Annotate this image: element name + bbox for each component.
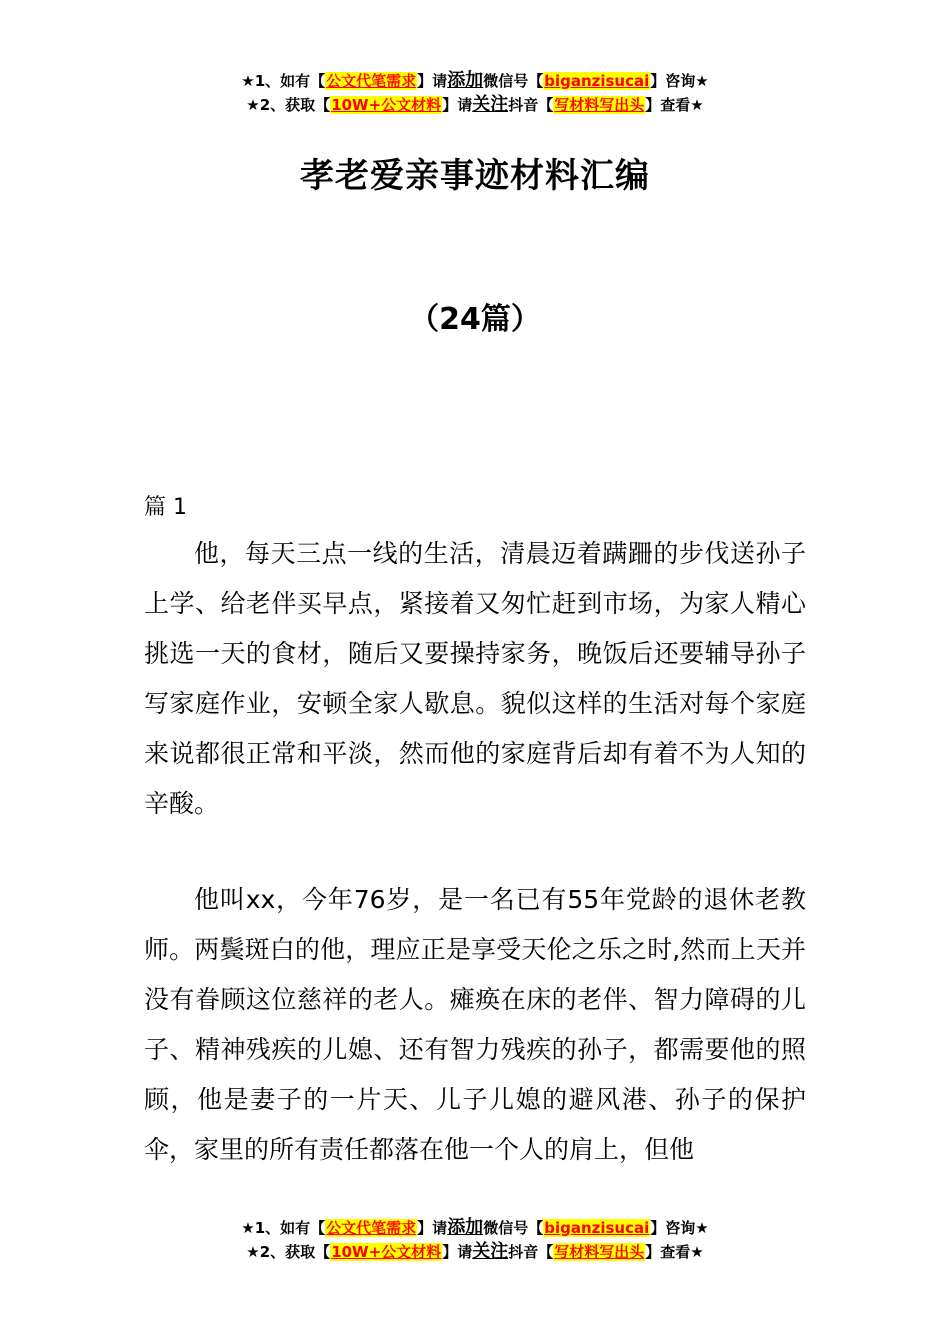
footer-emphasis-add: 添加 — [447, 1217, 484, 1238]
footer-banner-line-1 — [0, 1216, 950, 1240]
banner-line-2 — [0, 93, 950, 117]
banner-emphasis-add: 添加 — [447, 70, 484, 91]
footer-line-2-suffix: 】查看★ — [645, 1243, 704, 1261]
banner-line-2-mid: 】请 — [442, 96, 473, 114]
footer-highlight-wechat-id: biganzisucai — [544, 1219, 650, 1237]
banner-highlight-ghostwriting: 公文代笔需求 — [326, 72, 417, 90]
header-banner — [0, 69, 950, 117]
footer-line-2-mid2: 抖音【 — [508, 1243, 554, 1261]
banner-line-2-mid2: 抖音【 — [508, 96, 554, 114]
footer-banner-line-2 — [0, 1240, 950, 1264]
footer-line-2-mid: 】请 — [442, 1243, 473, 1261]
banner-line-1-mid2: 微信号【 — [483, 72, 544, 90]
banner-highlight-materials: 10W+公文材料 — [331, 96, 442, 114]
document-title: 孝老爱亲事迹材料汇编 — [300, 156, 650, 196]
section-label: 篇 1 — [144, 495, 187, 520]
banner-emphasis-follow: 关注 — [472, 94, 509, 115]
banner-line-1-suffix: 】咨询★ — [650, 72, 709, 90]
footer-highlight-douyin-account: 写材料写出头 — [554, 1243, 645, 1261]
footer-banner — [0, 1216, 950, 1264]
banner-line-1-prefix: ★1、如有【 — [241, 72, 326, 90]
banner-line-1 — [0, 69, 950, 93]
footer-line-1-mid2: 微信号【 — [483, 1219, 544, 1237]
footer-highlight-ghostwriting: 公文代笔需求 — [326, 1219, 417, 1237]
banner-highlight-douyin-account: 写材料写出头 — [554, 96, 645, 114]
footer-line-1-suffix: 】咨询★ — [650, 1219, 709, 1237]
footer-line-2-prefix: ★2、获取【 — [246, 1243, 331, 1261]
banner-line-2-prefix: ★2、获取【 — [246, 96, 331, 114]
paragraph-2: 他叫xx，今年76岁，是一名已有55年党龄的退休老教师。两鬓斑白的他，理应正是享受天伦之乐之时,然而上天并没有眷顾这位慈祥的老人。瘫痪在床的老伴、智力障碍的儿子、精神残疾的儿媳、还有智力残疾的孙子，都需要他的照顾，他是妻子的一片天、儿子儿媳的避风港、孙子的保护伞，家里的所有责任都落在他一个人的肩上，但他 — [144, 885, 806, 1164]
document-subtitle: （24篇） — [409, 302, 541, 337]
banner-line-2-suffix: 】查看★ — [645, 96, 704, 114]
paragraph-1: 他，每天三点一线的生活，清晨迈着蹒跚的步伐送孙子上学、给老伴买早点，紧接着又匆忙赶到市场，为家人精心挑选一天的食材，随后又要操持家务，晚饭后还要辅导孙子写家庭作业，安顿全家人歇息。貌似这样的生活对每个家庭来说都很正常和平淡，然而他的家庭背后却有着不为人知的辛酸。 — [144, 539, 806, 818]
footer-line-1-prefix: ★1、如有【 — [241, 1219, 326, 1237]
body-text — [144, 529, 806, 1175]
footer-emphasis-follow: 关注 — [472, 1241, 509, 1262]
banner-highlight-wechat-id: biganzisucai — [544, 72, 650, 90]
footer-line-1-mid: 】请 — [417, 1219, 448, 1237]
footer-highlight-materials: 10W+公文材料 — [331, 1243, 442, 1261]
banner-line-1-mid: 】请 — [417, 72, 448, 90]
